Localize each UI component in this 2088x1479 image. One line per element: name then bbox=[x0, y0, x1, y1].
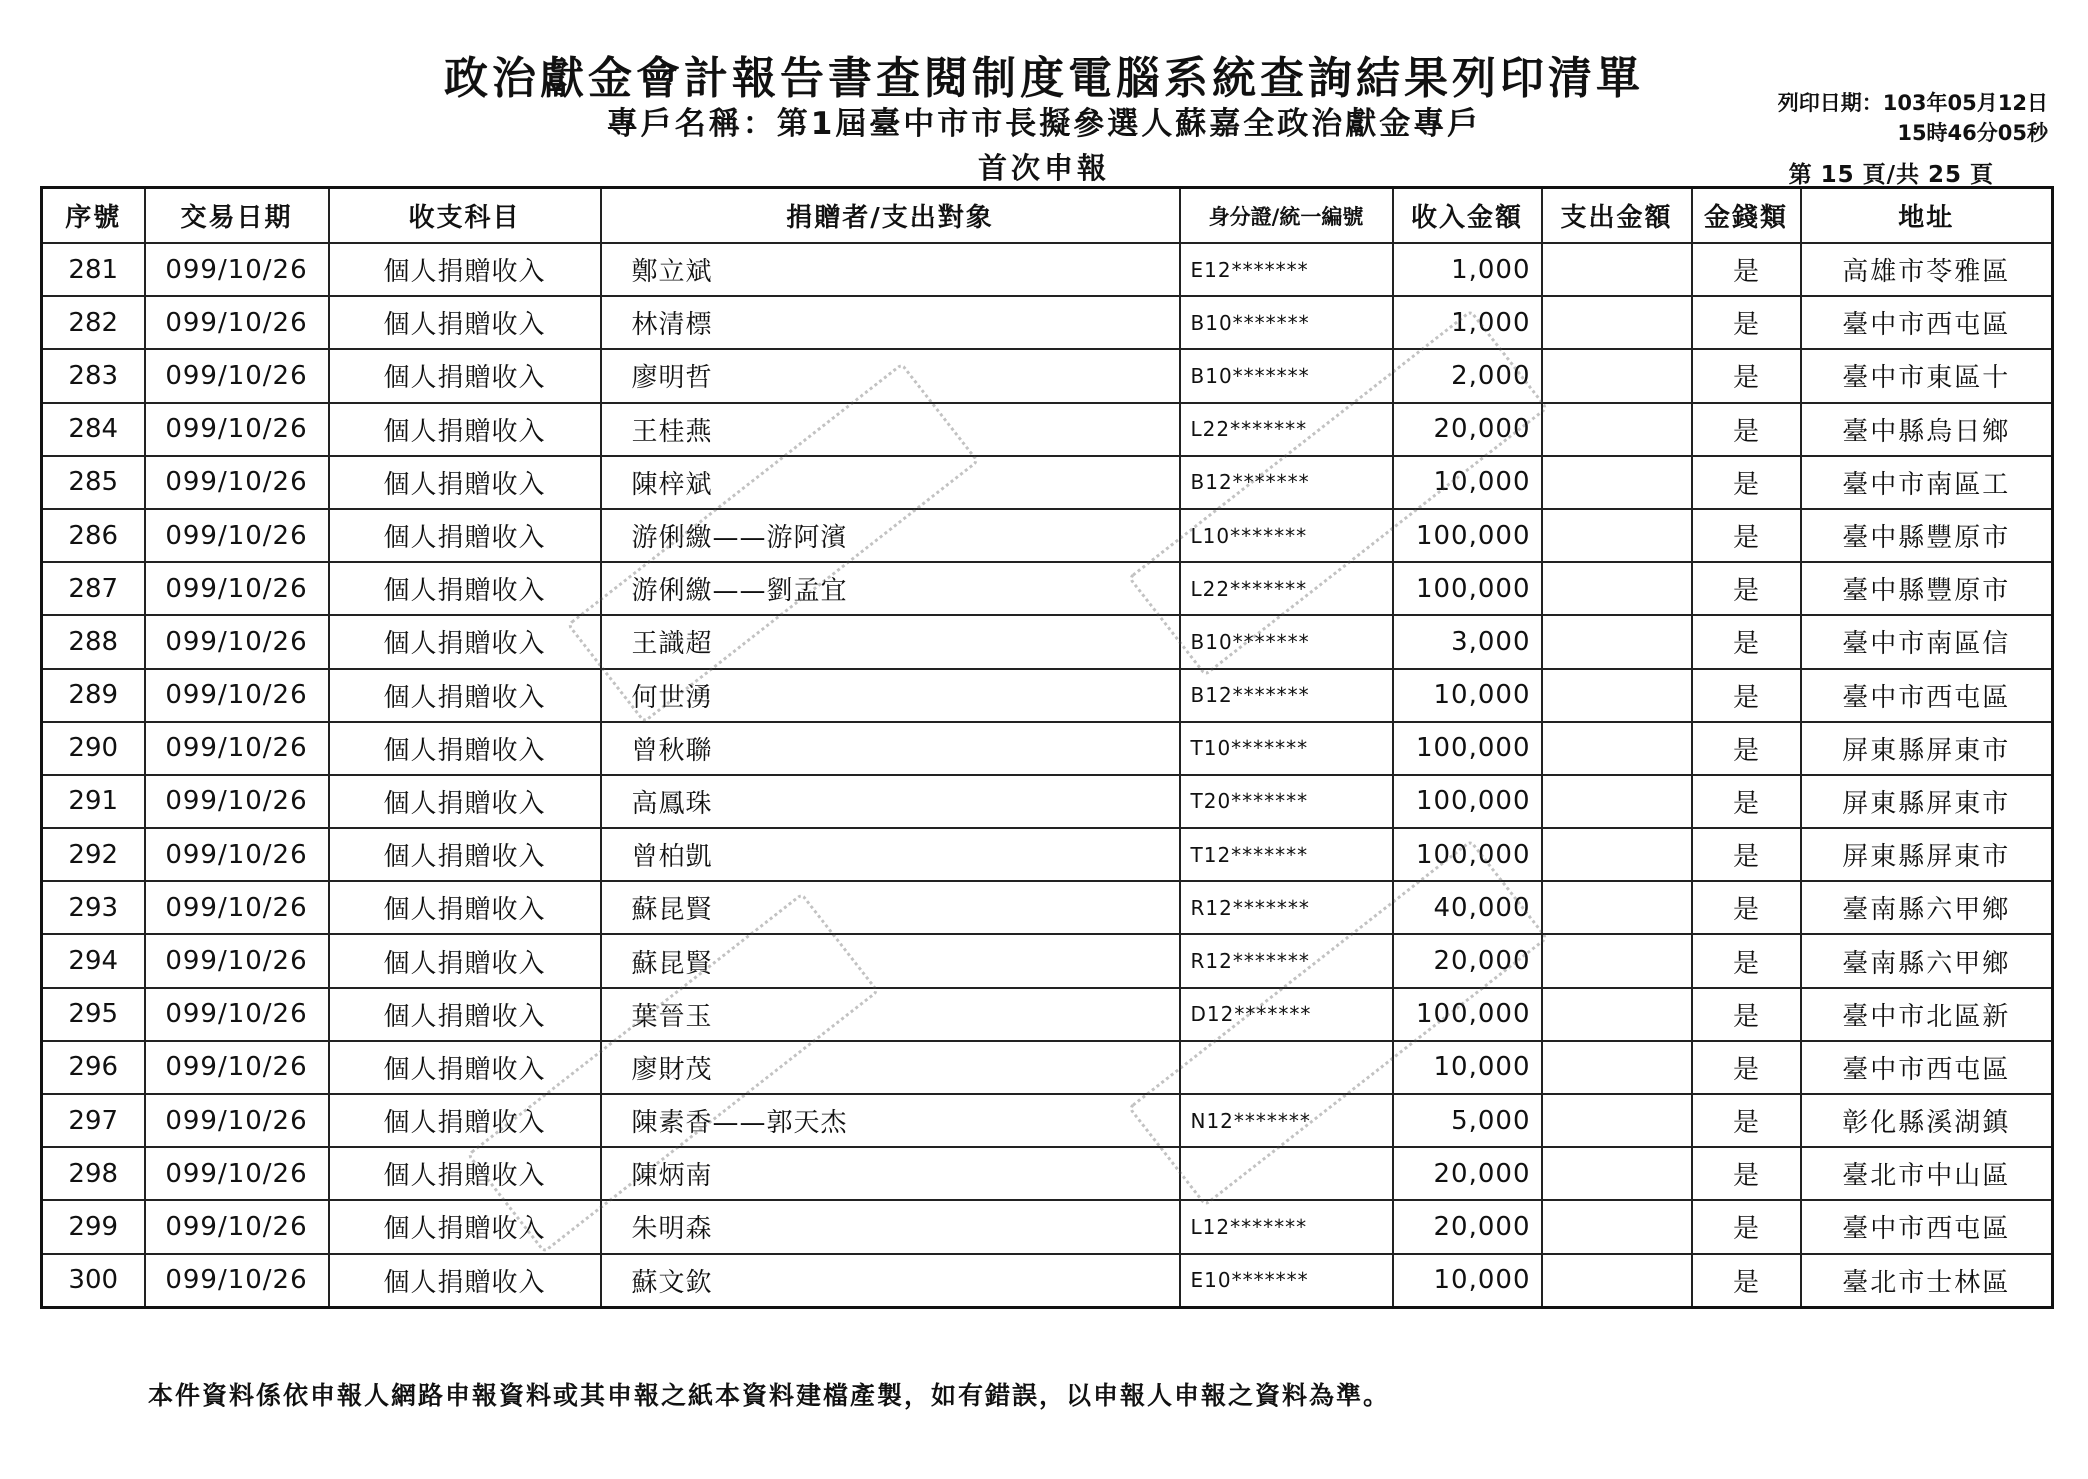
cell-id: E12******* bbox=[1180, 243, 1393, 296]
cell-seq: 284 bbox=[42, 403, 145, 456]
cell-category: 個人捐贈收入 bbox=[329, 615, 601, 668]
cell-address: 彰化縣溪湖鎮 bbox=[1801, 1094, 2053, 1147]
table-row bbox=[42, 456, 2053, 509]
cell-income: 2,000 bbox=[1393, 349, 1542, 402]
cell-id: E10******* bbox=[1180, 1254, 1393, 1308]
cell-date: 099/10/26 bbox=[145, 456, 329, 509]
cell-income: 20,000 bbox=[1393, 403, 1542, 456]
cell-cash-type: 是 bbox=[1692, 296, 1801, 349]
cell-id: L10******* bbox=[1180, 509, 1393, 562]
column-header: 地址 bbox=[1801, 188, 2053, 244]
cell-income: 100,000 bbox=[1393, 722, 1542, 775]
cell-donor: 王識超 bbox=[601, 615, 1180, 668]
report-type: 首次申報 bbox=[977, 151, 1110, 185]
column-header: 收入金額 bbox=[1393, 188, 1542, 244]
cell-category: 個人捐贈收入 bbox=[329, 456, 601, 509]
page-suffix: 頁 bbox=[1970, 162, 1994, 188]
cell-donor: 高鳳珠 bbox=[601, 775, 1180, 828]
cell-cash-type: 是 bbox=[1692, 1147, 1801, 1200]
table-header-row bbox=[42, 188, 2053, 244]
cell-income: 3,000 bbox=[1393, 615, 1542, 668]
cell-category: 個人捐贈收入 bbox=[329, 669, 601, 722]
cell-donor: 廖明哲 bbox=[601, 349, 1180, 402]
cell-income: 10,000 bbox=[1393, 1041, 1542, 1094]
cell-expense bbox=[1542, 934, 1692, 987]
cell-donor: 蘇昆賢 bbox=[601, 934, 1180, 987]
cell-donor: 廖財茂 bbox=[601, 1041, 1180, 1094]
cell-seq: 299 bbox=[42, 1200, 145, 1253]
cell-date: 099/10/26 bbox=[145, 669, 329, 722]
cell-category: 個人捐贈收入 bbox=[329, 296, 601, 349]
cell-seq: 282 bbox=[42, 296, 145, 349]
cell-cash-type: 是 bbox=[1692, 1254, 1801, 1308]
cell-address: 臺北市士林區 bbox=[1801, 1254, 2053, 1308]
column-header: 金錢類 bbox=[1692, 188, 1801, 244]
cell-expense bbox=[1542, 349, 1692, 402]
cell-cash-type: 是 bbox=[1692, 615, 1801, 668]
cell-date: 099/10/26 bbox=[145, 509, 329, 562]
cell-address: 臺中市西屯區 bbox=[1801, 669, 2053, 722]
cell-expense bbox=[1542, 615, 1692, 668]
cell-id: R12******* bbox=[1180, 934, 1393, 987]
print-time: 15時46分05秒 bbox=[1897, 121, 2048, 145]
cell-seq: 293 bbox=[42, 881, 145, 934]
column-header: 交易日期 bbox=[145, 188, 329, 244]
cell-donor: 蘇昆賢 bbox=[601, 881, 1180, 934]
ledger-body bbox=[42, 243, 2053, 1307]
cell-address: 臺中市西屯區 bbox=[1801, 1200, 2053, 1253]
cell-donor: 何世湧 bbox=[601, 669, 1180, 722]
column-header: 支出金額 bbox=[1542, 188, 1692, 244]
page-total: 25 bbox=[1927, 162, 1962, 188]
cell-income: 20,000 bbox=[1393, 934, 1542, 987]
cell-seq: 287 bbox=[42, 562, 145, 615]
cell-category: 個人捐贈收入 bbox=[329, 403, 601, 456]
cell-donor: 曾柏凱 bbox=[601, 828, 1180, 881]
cell-category: 個人捐贈收入 bbox=[329, 1200, 601, 1253]
cell-date: 099/10/26 bbox=[145, 615, 329, 668]
cell-address: 臺中市南區信 bbox=[1801, 615, 2053, 668]
cell-date: 099/10/26 bbox=[145, 1041, 329, 1094]
cell-date: 099/10/26 bbox=[145, 1094, 329, 1147]
cell-cash-type: 是 bbox=[1692, 828, 1801, 881]
cell-cash-type: 是 bbox=[1692, 1200, 1801, 1253]
cell-id: B10******* bbox=[1180, 296, 1393, 349]
cell-date: 099/10/26 bbox=[145, 775, 329, 828]
cell-address: 屏東縣屏東市 bbox=[1801, 775, 2053, 828]
cell-category: 個人捐贈收入 bbox=[329, 1094, 601, 1147]
cell-date: 099/10/26 bbox=[145, 403, 329, 456]
column-header: 收支科目 bbox=[329, 188, 601, 244]
cell-donor: 蘇文欽 bbox=[601, 1254, 1180, 1308]
cell-id: R12******* bbox=[1180, 881, 1393, 934]
cell-donor: 陳梓斌 bbox=[601, 456, 1180, 509]
cell-id: N12******* bbox=[1180, 1094, 1393, 1147]
cell-date: 099/10/26 bbox=[145, 1200, 329, 1253]
cell-seq: 286 bbox=[42, 509, 145, 562]
cell-address: 臺中市北區新 bbox=[1801, 988, 2053, 1041]
cell-cash-type: 是 bbox=[1692, 722, 1801, 775]
cell-id: L22******* bbox=[1180, 562, 1393, 615]
cell-category: 個人捐贈收入 bbox=[329, 934, 601, 987]
table-row bbox=[42, 722, 2053, 775]
cell-seq: 289 bbox=[42, 669, 145, 722]
cell-address: 臺南縣六甲鄉 bbox=[1801, 934, 2053, 987]
cell-address: 屏東縣屏東市 bbox=[1801, 722, 2053, 775]
cell-date: 099/10/26 bbox=[145, 243, 329, 296]
table-row bbox=[42, 988, 2053, 1041]
table-row bbox=[42, 509, 2053, 562]
table-row bbox=[42, 1147, 2053, 1200]
cell-date: 099/10/26 bbox=[145, 1147, 329, 1200]
cell-id: T10******* bbox=[1180, 722, 1393, 775]
cell-id: T12******* bbox=[1180, 828, 1393, 881]
cell-category: 個人捐贈收入 bbox=[329, 1147, 601, 1200]
cell-income: 10,000 bbox=[1393, 456, 1542, 509]
account-name-line bbox=[0, 98, 2088, 143]
cell-address: 臺中市西屯區 bbox=[1801, 296, 2053, 349]
cell-donor: 游俐繳——劉孟宜 bbox=[601, 562, 1180, 615]
cell-id bbox=[1180, 1147, 1393, 1200]
cell-donor: 王桂燕 bbox=[601, 403, 1180, 456]
cell-cash-type: 是 bbox=[1692, 934, 1801, 987]
cell-seq: 288 bbox=[42, 615, 145, 668]
print-date-label: 列印日期： bbox=[1777, 91, 1883, 115]
cell-address: 臺中市南區工 bbox=[1801, 456, 2053, 509]
cell-income: 100,000 bbox=[1393, 988, 1542, 1041]
cell-income: 1,000 bbox=[1393, 243, 1542, 296]
cell-donor: 游俐繳——游阿濱 bbox=[601, 509, 1180, 562]
print-date-line bbox=[1778, 88, 2048, 118]
table-row bbox=[42, 403, 2053, 456]
table-row bbox=[42, 243, 2053, 296]
table-row bbox=[42, 562, 2053, 615]
table-row bbox=[42, 615, 2053, 668]
cell-expense bbox=[1542, 775, 1692, 828]
cell-donor: 林清標 bbox=[601, 296, 1180, 349]
table-row bbox=[42, 934, 2053, 987]
cell-cash-type: 是 bbox=[1692, 881, 1801, 934]
cell-income: 100,000 bbox=[1393, 828, 1542, 881]
cell-category: 個人捐贈收入 bbox=[329, 1254, 601, 1308]
column-header: 捐贈者/支出對象 bbox=[601, 188, 1180, 244]
cell-donor: 陳炳南 bbox=[601, 1147, 1180, 1200]
cell-income: 20,000 bbox=[1393, 1200, 1542, 1253]
cell-seq: 281 bbox=[42, 243, 145, 296]
cell-category: 個人捐贈收入 bbox=[329, 988, 601, 1041]
cell-category: 個人捐贈收入 bbox=[329, 881, 601, 934]
footer-note: 本件資料係依申報人網路申報資料或其申報之紙本資料建檔產製，如有錯誤，以申報人申報之資料為準。 bbox=[148, 1381, 1391, 1410]
cell-category: 個人捐贈收入 bbox=[329, 722, 601, 775]
cell-address: 臺中縣豐原市 bbox=[1801, 562, 2053, 615]
cell-income: 10,000 bbox=[1393, 1254, 1542, 1308]
table-row bbox=[42, 775, 2053, 828]
cell-id bbox=[1180, 1041, 1393, 1094]
cell-cash-type: 是 bbox=[1692, 403, 1801, 456]
cell-id: D12******* bbox=[1180, 988, 1393, 1041]
cell-expense bbox=[1542, 669, 1692, 722]
table-row bbox=[42, 349, 2053, 402]
cell-id: B12******* bbox=[1180, 456, 1393, 509]
cell-cash-type: 是 bbox=[1692, 669, 1801, 722]
cell-date: 099/10/26 bbox=[145, 349, 329, 402]
cell-id: L22******* bbox=[1180, 403, 1393, 456]
cell-seq: 295 bbox=[42, 988, 145, 1041]
cell-date: 099/10/26 bbox=[145, 1254, 329, 1308]
cell-seq: 291 bbox=[42, 775, 145, 828]
cell-donor: 葉晉玉 bbox=[601, 988, 1180, 1041]
cell-expense bbox=[1542, 1147, 1692, 1200]
cell-expense bbox=[1542, 1254, 1692, 1308]
cell-date: 099/10/26 bbox=[145, 296, 329, 349]
cell-seq: 292 bbox=[42, 828, 145, 881]
cell-income: 100,000 bbox=[1393, 562, 1542, 615]
cell-donor: 陳素香——郭天杰 bbox=[601, 1094, 1180, 1147]
cell-category: 個人捐贈收入 bbox=[329, 509, 601, 562]
cell-expense bbox=[1542, 881, 1692, 934]
cell-cash-type: 是 bbox=[1692, 562, 1801, 615]
cell-seq: 298 bbox=[42, 1147, 145, 1200]
cell-cash-type: 是 bbox=[1692, 456, 1801, 509]
cell-seq: 297 bbox=[42, 1094, 145, 1147]
cell-expense bbox=[1542, 1200, 1692, 1253]
cell-income: 5,000 bbox=[1393, 1094, 1542, 1147]
column-header: 序號 bbox=[42, 188, 145, 244]
cell-address: 臺中縣烏日鄉 bbox=[1801, 403, 2053, 456]
table-row bbox=[42, 1254, 2053, 1308]
cell-income: 100,000 bbox=[1393, 509, 1542, 562]
page-prefix: 第 bbox=[1788, 162, 1813, 188]
cell-income: 20,000 bbox=[1393, 1147, 1542, 1200]
cell-category: 個人捐贈收入 bbox=[329, 349, 601, 402]
account-label: 專戶名稱： bbox=[606, 106, 777, 142]
cell-date: 099/10/26 bbox=[145, 881, 329, 934]
cell-expense bbox=[1542, 1041, 1692, 1094]
cell-cash-type: 是 bbox=[1692, 1041, 1801, 1094]
cell-category: 個人捐贈收入 bbox=[329, 243, 601, 296]
table-row bbox=[42, 828, 2053, 881]
cell-date: 099/10/26 bbox=[145, 562, 329, 615]
cell-cash-type: 是 bbox=[1692, 1094, 1801, 1147]
cell-seq: 300 bbox=[42, 1254, 145, 1308]
table-row bbox=[42, 669, 2053, 722]
cell-seq: 296 bbox=[42, 1041, 145, 1094]
cell-address: 臺北市中山區 bbox=[1801, 1147, 2053, 1200]
page-current: 15 bbox=[1820, 162, 1855, 188]
cell-expense bbox=[1542, 988, 1692, 1041]
table-row bbox=[42, 1200, 2053, 1253]
cell-address: 臺中縣豐原市 bbox=[1801, 509, 2053, 562]
cell-date: 099/10/26 bbox=[145, 828, 329, 881]
cell-address: 高雄市苓雅區 bbox=[1801, 243, 2053, 296]
cell-expense bbox=[1542, 456, 1692, 509]
page-indicator bbox=[1785, 156, 1998, 189]
account-name: 第1屆臺中市市長擬參選人蘇嘉全政治獻金專戶 bbox=[776, 106, 1482, 142]
cell-donor: 鄭立斌 bbox=[601, 243, 1180, 296]
cell-id: B12******* bbox=[1180, 669, 1393, 722]
cell-expense bbox=[1542, 403, 1692, 456]
cell-expense bbox=[1542, 722, 1692, 775]
cell-id: B10******* bbox=[1180, 615, 1393, 668]
cell-cash-type: 是 bbox=[1692, 243, 1801, 296]
cell-donor: 曾秋聯 bbox=[601, 722, 1180, 775]
ledger-table bbox=[40, 186, 2054, 1309]
document-title: 政治獻金會計報告書查閱制度電腦系統查詢結果列印清單 bbox=[444, 53, 1644, 104]
cell-address: 臺南縣六甲鄉 bbox=[1801, 881, 2053, 934]
cell-seq: 283 bbox=[42, 349, 145, 402]
column-header: 身分證/統一編號 bbox=[1180, 188, 1393, 244]
cell-donor: 朱明森 bbox=[601, 1200, 1180, 1253]
cell-category: 個人捐贈收入 bbox=[329, 562, 601, 615]
cell-expense bbox=[1542, 296, 1692, 349]
cell-income: 10,000 bbox=[1393, 669, 1542, 722]
cell-id: B10******* bbox=[1180, 349, 1393, 402]
cell-income: 40,000 bbox=[1393, 881, 1542, 934]
cell-expense bbox=[1542, 509, 1692, 562]
cell-category: 個人捐贈收入 bbox=[329, 1041, 601, 1094]
cell-date: 099/10/26 bbox=[145, 722, 329, 775]
cell-cash-type: 是 bbox=[1692, 509, 1801, 562]
cell-expense bbox=[1542, 243, 1692, 296]
cell-cash-type: 是 bbox=[1692, 988, 1801, 1041]
cell-cash-type: 是 bbox=[1692, 349, 1801, 402]
cell-income: 1,000 bbox=[1393, 296, 1542, 349]
cell-address: 臺中市東區十 bbox=[1801, 349, 2053, 402]
cell-date: 099/10/26 bbox=[145, 934, 329, 987]
cell-seq: 294 bbox=[42, 934, 145, 987]
table-row bbox=[42, 1041, 2053, 1094]
print-date: 103年05月12日 bbox=[1882, 91, 2048, 115]
cell-id: L12******* bbox=[1180, 1200, 1393, 1253]
cell-category: 個人捐贈收入 bbox=[329, 775, 601, 828]
cell-id: T20******* bbox=[1180, 775, 1393, 828]
print-timestamp bbox=[1778, 88, 2048, 148]
cell-income: 100,000 bbox=[1393, 775, 1542, 828]
table-row bbox=[42, 881, 2053, 934]
cell-address: 臺中市西屯區 bbox=[1801, 1041, 2053, 1094]
cell-expense bbox=[1542, 1094, 1692, 1147]
page-separator: 頁/共 bbox=[1862, 162, 1920, 188]
cell-address: 屏東縣屏東市 bbox=[1801, 828, 2053, 881]
cell-cash-type: 是 bbox=[1692, 775, 1801, 828]
cell-expense bbox=[1542, 828, 1692, 881]
cell-seq: 285 bbox=[42, 456, 145, 509]
table-row bbox=[42, 296, 2053, 349]
cell-category: 個人捐贈收入 bbox=[329, 828, 601, 881]
cell-date: 099/10/26 bbox=[145, 988, 329, 1041]
table-row bbox=[42, 1094, 2053, 1147]
cell-seq: 290 bbox=[42, 722, 145, 775]
cell-expense bbox=[1542, 562, 1692, 615]
